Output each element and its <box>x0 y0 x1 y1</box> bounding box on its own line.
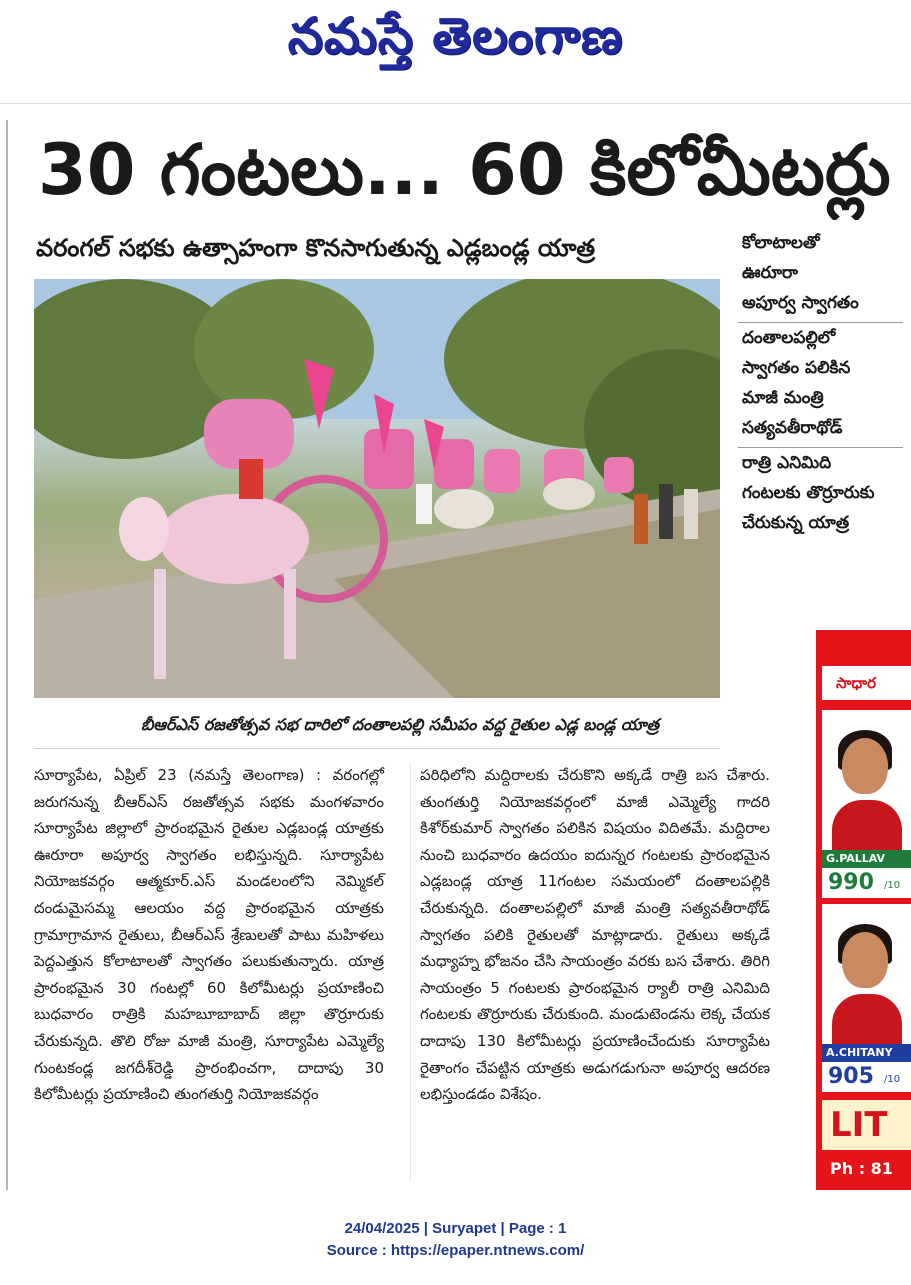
highlight-item <box>738 323 903 448</box>
photo-caption: బీఆర్ఎస్ రజతోత్సవ సభ దారిలో దంతాలపల్లి సమీపం వద్ద రైతుల ఎడ్ల బండ్ల యాత్ర <box>140 715 660 734</box>
footer <box>0 1218 911 1262</box>
highlight-item <box>738 448 903 542</box>
highlight-line: స్వాగతం పలికిన <box>742 358 851 378</box>
divider <box>0 103 911 104</box>
score-box <box>822 868 911 898</box>
divider <box>34 748 720 749</box>
bullock-cart-procession-illustration <box>34 279 720 698</box>
article-text: పరిధిలోని మద్దిరాలకు చేరుకొని అక్కడే రాత్రి బస చేశారు. తుంగతుర్తి నియోజకవర్గంలో మాజీ ఎమ్మెల్యే గాదరి కిశోర్‌కుమార్ స్వాగతం పలికిన విషయం విదితమే. మద్దిరాల నుంచి బుధవారం ఉదయం ఐదున్నర గంటలకు ప్రారంభమైన ఎడ్లబండ్ల యాత్ర 11గంటల సమయంలో దంతాలపల్లికి చేరుకున్నది. దంతాలపల్లిలో మాజీ మంత్రి సత్యవతీరాథోడ్ స్వాగతం పలికి రైతులతో మాట్లాడారు. రైతులు అక్కడే మధ్యాహ్న భోజనం చేసి సాయంత్రం వరకు బస చేశారు. తిరిగి సాయంత్రం 5 గంటలకు ప్రారంభమైన ర్యాలీ రాత్రి ఎనిమిది గంటలకు తొర్రూరుకు చేరుకుంది. మండుటెండను లెక్క చేయక దాదాపు 130 కిలోమీటర్లు ప్రయాణించేందుకు సూర్యాపేట రైతాంగం చేపట్టిన యాత్రకు అడుగడుగునా అపూర్వ ఆదరణ లభిస్తుండడం విశేషం. <box>420 766 770 1104</box>
footer-source-link[interactable]: Source : https://epaper.ntnews.com/ <box>326 1242 585 1259</box>
student-name: G.PALLAV <box>826 852 886 865</box>
ad-brand: సాధార <box>822 666 911 700</box>
article-column-1 <box>34 762 384 1108</box>
student-card <box>822 710 911 898</box>
score-max: /10 <box>884 880 901 891</box>
highlight-line: అపూర్వ స్వాగతం <box>742 293 859 313</box>
highlight-item <box>738 228 903 323</box>
highlight-line: కోలాటాలతో <box>742 233 820 253</box>
masthead <box>0 0 911 80</box>
highlight-line: గంటలకు తొర్రూరుకు <box>742 483 875 503</box>
student-score: 905 <box>828 1064 874 1089</box>
advertisement[interactable] <box>816 630 911 1190</box>
highlight-line: చేరుకున్న యాత్ర <box>742 513 850 533</box>
column-divider <box>410 762 411 1182</box>
left-border <box>6 120 8 1190</box>
highlight-line: మాజీ మంత్రి <box>742 388 824 408</box>
highlights-sidebar <box>738 228 903 608</box>
ad-logo-text: LIT <box>822 1100 911 1150</box>
score-max: /10 <box>884 1074 901 1085</box>
article-text: సూర్యాపేట, ఏప్రిల్ 23 (నమస్తే తెలంగాణ) : వరంగల్లో జరుగనున్న బీఆర్ఎస్ రజతోత్సవ సభకు మంగళవారం సూర్యాపేట జిల్లాలో ప్రారంభమైన రైతుల ఎడ్లబండ్ల యాత్రకు ఊరూరా అపూర్వ స్వాగతం లభిస్తున్నది. సూర్యాపేట నియోజకవర్గం ఆత్మకూర్.ఎస్ మండలంలోని నెమ్మికల్ దండుమైసమ్మ ఆలయం వద్ద ప్రారంభమైన యాత్రకు గ్రామాగ్రామాన రైతులు, బీఆర్ఎస్ శ్రేణులతో పాటు మహిళలు పెద్దఎత్తున కోలాటాలతో స్వాగతం పలుకుతున్నారు. యాత్ర ప్రారంభమైన 30 గంటల్లో 60 కిలోమీటర్లు ప్రయాణించి బుధవారం రాత్రికి మహబూబాబాద్ జిల్లా తొర్రూరుకు చేరుకున్నది. తొలి రోజు మాజీ మంత్రి, సూర్యాపేట ఎమ్మెల్యే గుంటకండ్ల జగదీశ్‌రెడ్డి ప్రారంభించగా, దాదాపు 30 కిలోమీటర్లు ప్రయాణించి తుంగతుర్తి నియోజకవర్గం <box>34 766 384 1104</box>
student-card <box>822 904 911 1092</box>
highlight-line: రాత్రి ఎనిమిది <box>742 453 832 473</box>
highlight-line: ఊరూరా <box>742 263 798 283</box>
student-photo-shirt <box>832 994 902 1044</box>
ad-phone: Ph : 81 <box>830 1159 893 1178</box>
article-column-2 <box>420 762 770 1108</box>
news-photo[interactable] <box>34 279 720 698</box>
highlight-line: సత్యవతీరాథోడ్ <box>742 418 843 438</box>
footer-date-line: 24/04/2025 | Suryapet | Page : 1 <box>344 1220 567 1237</box>
student-name: A.CHITANY <box>826 1046 893 1059</box>
student-score: 990 <box>828 870 874 895</box>
highlight-line: దంతాలపల్లిలో <box>742 328 836 348</box>
newspaper-logo: నమస్తే తెలంగాణ <box>287 6 624 65</box>
student-photo-shirt <box>832 800 902 850</box>
subheadline: వరంగల్ సభకు ఉత్సాహంగా కొనసాగుతున్న ఎడ్లబండ్ల యాత్ర <box>36 234 596 262</box>
headline: 30 గంటలు... 60 కిలోమీటర్లు <box>38 129 891 211</box>
score-box <box>822 1062 911 1092</box>
student-photo <box>842 932 888 988</box>
student-photo <box>842 738 888 794</box>
